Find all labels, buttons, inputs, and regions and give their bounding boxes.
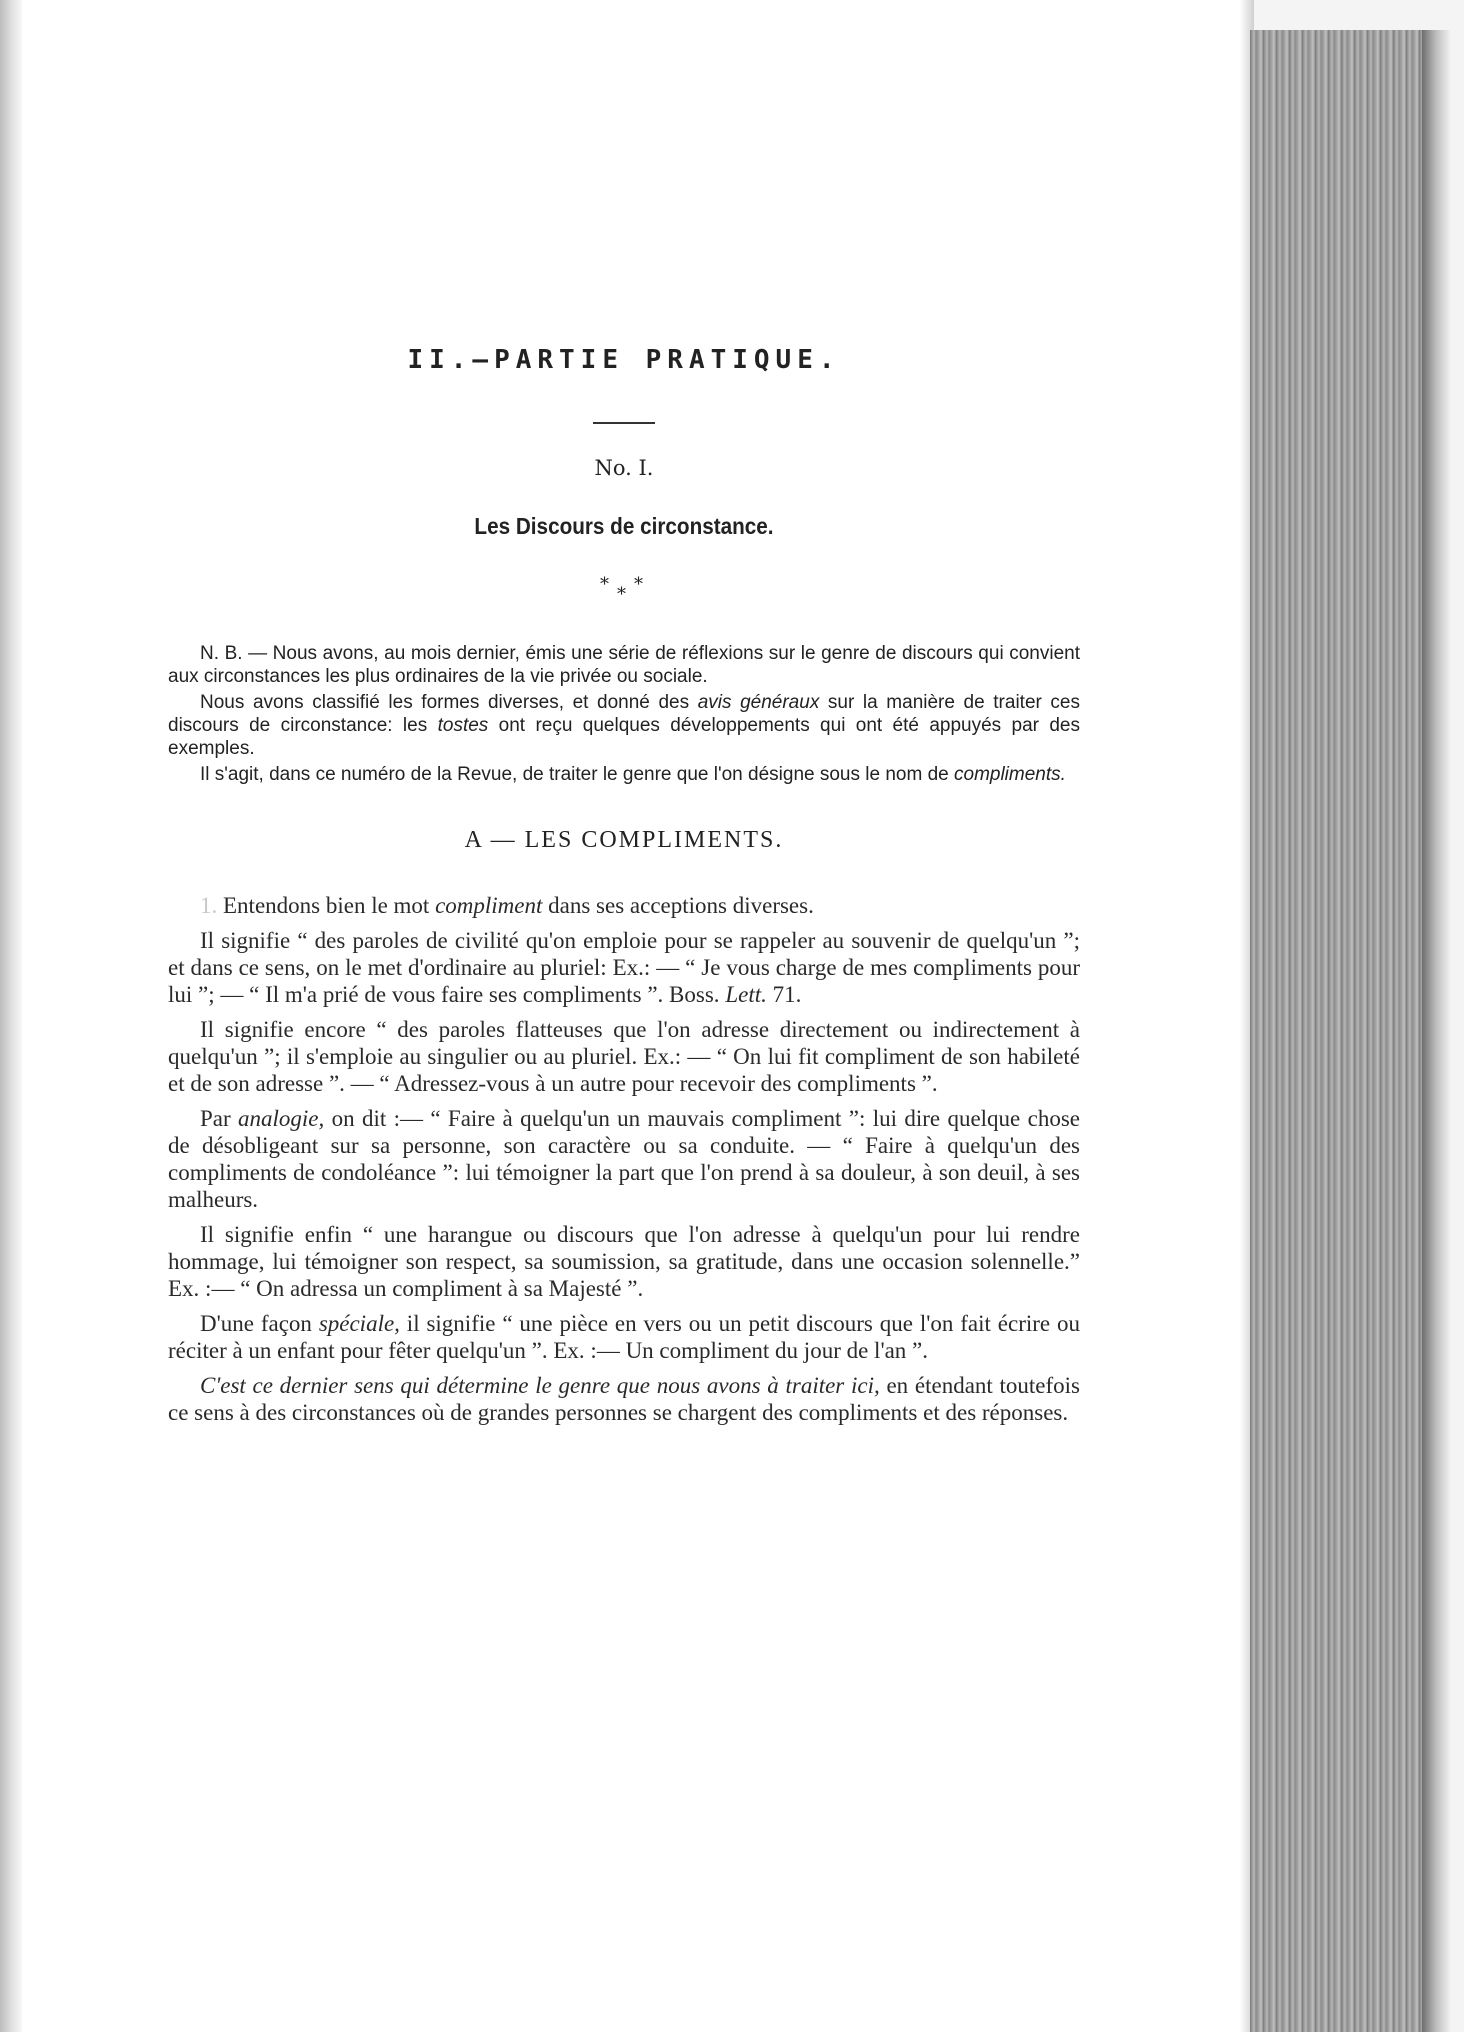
- left-page-edge: [0, 0, 22, 2032]
- note-paragraph: [168, 642, 1080, 688]
- body-paragraph: [168, 1221, 1080, 1302]
- body-text-span: 71.: [766, 982, 802, 1007]
- asterism-star-right: *: [634, 574, 643, 595]
- note-text: N. B. — Nous avons, au mois dernier, émis une série de réflexions sur le genre de discours qui convient aux circonstances les plus ordinaires de la vie privée ou sociale.: [168, 643, 1080, 687]
- note-text: Nous avons classifié les formes diverses, et donné des: [200, 692, 698, 713]
- note-paragraph: [168, 763, 1080, 786]
- body-emphasis: C'est ce dernier sens qui détermine le genre que nous avons à traiter ici,: [200, 1373, 880, 1398]
- page-content: [168, 340, 1080, 1434]
- body-text: [168, 892, 1080, 1426]
- page-stack-edge: [1250, 30, 1422, 2032]
- body-text-span: dans ses acceptions diverses.: [542, 893, 814, 918]
- paragraph-number: 1.: [200, 893, 218, 918]
- body-text-span: on dit :— “ Faire à quelqu'un un mauvais compliment ”: lui dire quelque chose de désobligeant sur sa personne, son caractère ou sa conduite. — “ Faire à quelqu'un des compliments de condoléance ”: lui témoigner la part que l'on prend à sa douleur, à son deuil, à ses malheurs.: [168, 1106, 1080, 1212]
- note-text: Il s'agit, dans ce numéro de la Revue, de traiter le genre que l'on désigne sous le nom de: [200, 764, 954, 785]
- asterism-star-left: *: [600, 574, 609, 595]
- body-text-span: Il signifie encore “ des paroles flatteuses que l'on adresse directement ou indirectement à quelqu'un ”; il s'emploie au singulier ou au pluriel. Ex.: — “ On lui fit compliment de son habileté et de son adresse ”. — “ Adressez-vous à un autre pour recevoir des compliments ”.: [168, 1017, 1080, 1096]
- editorial-note: [168, 642, 1080, 786]
- note-text: sur la manière de traiter ces discours de circonstance: les: [168, 692, 1081, 736]
- body-emphasis: spéciale,: [318, 1311, 400, 1336]
- body-emphasis: compliment: [435, 893, 543, 918]
- body-paragraph: [168, 1310, 1080, 1364]
- asterism-star-middle: *: [617, 584, 626, 605]
- note-emphasis: compliments.: [954, 764, 1066, 785]
- body-text-span: D'une façon: [200, 1311, 319, 1336]
- body-paragraph: [168, 1372, 1080, 1426]
- section-title: A — LES COMPLIMENTS.: [464, 827, 784, 853]
- body-text-span: Il signifie “ des paroles de civilité qu'on emploie pour se rappeler au souvenir de quelqu'un ”; et dans ce sens, on le met d'ordinaire au pluriel: Ex.: — “ Je vous charge de mes compliments pour lui ”; — “ Il m'a prié de vous faire ses compliments ”. Boss.: [168, 928, 1080, 1007]
- note-emphasis: tostes: [437, 715, 489, 736]
- body-text-span: il signifie “ une pièce en vers ou un petit discours que l'on fait écrire ou réciter à un enfant pour fêter quelqu'un ”. Ex. :— Un compliment du jour de l'an ”.: [168, 1311, 1080, 1363]
- note-emphasis: avis généraux: [697, 692, 820, 713]
- part-heading: II.—PARTIE PRATIQUE.: [407, 345, 841, 375]
- body-text-span: Il signifie enfin “ une harangue ou discours que l'on adresse à quelqu'un pour lui rendre hommage, lui témoigner son respect, sa soumission, sa gratitude, dans une occasion solennelle.” Ex. :— “ On adressa un compliment à sa Majesté ”.: [168, 1222, 1080, 1301]
- top-margin: [1240, 0, 1464, 30]
- body-emphasis: analogie,: [238, 1106, 325, 1131]
- body-text-span: Par: [200, 1106, 239, 1131]
- scan-background: [1450, 0, 1464, 2032]
- body-text-span: Entendons bien le mot: [217, 893, 436, 918]
- note-text: ont reçu quelques développements qui ont été appuyés par des exemples.: [168, 715, 1081, 759]
- body-paragraph: [168, 1016, 1080, 1097]
- heading-rule: [593, 422, 655, 424]
- body-paragraph: [168, 927, 1080, 1008]
- article-title: Les Discours de circonstance.: [474, 513, 774, 539]
- note-paragraph: [168, 691, 1080, 760]
- book-cover-edge: [1422, 30, 1450, 2032]
- body-paragraph: [168, 1105, 1080, 1213]
- body-emphasis: Lett.: [725, 982, 767, 1007]
- body-paragraph: [168, 892, 1080, 919]
- issue-number: No. I.: [594, 456, 654, 480]
- body-text-span: en étendant toutefois ce sens à des circonstances où de grandes personnes se chargent des compliments et des réponses.: [168, 1373, 1080, 1425]
- asterism: [594, 574, 654, 614]
